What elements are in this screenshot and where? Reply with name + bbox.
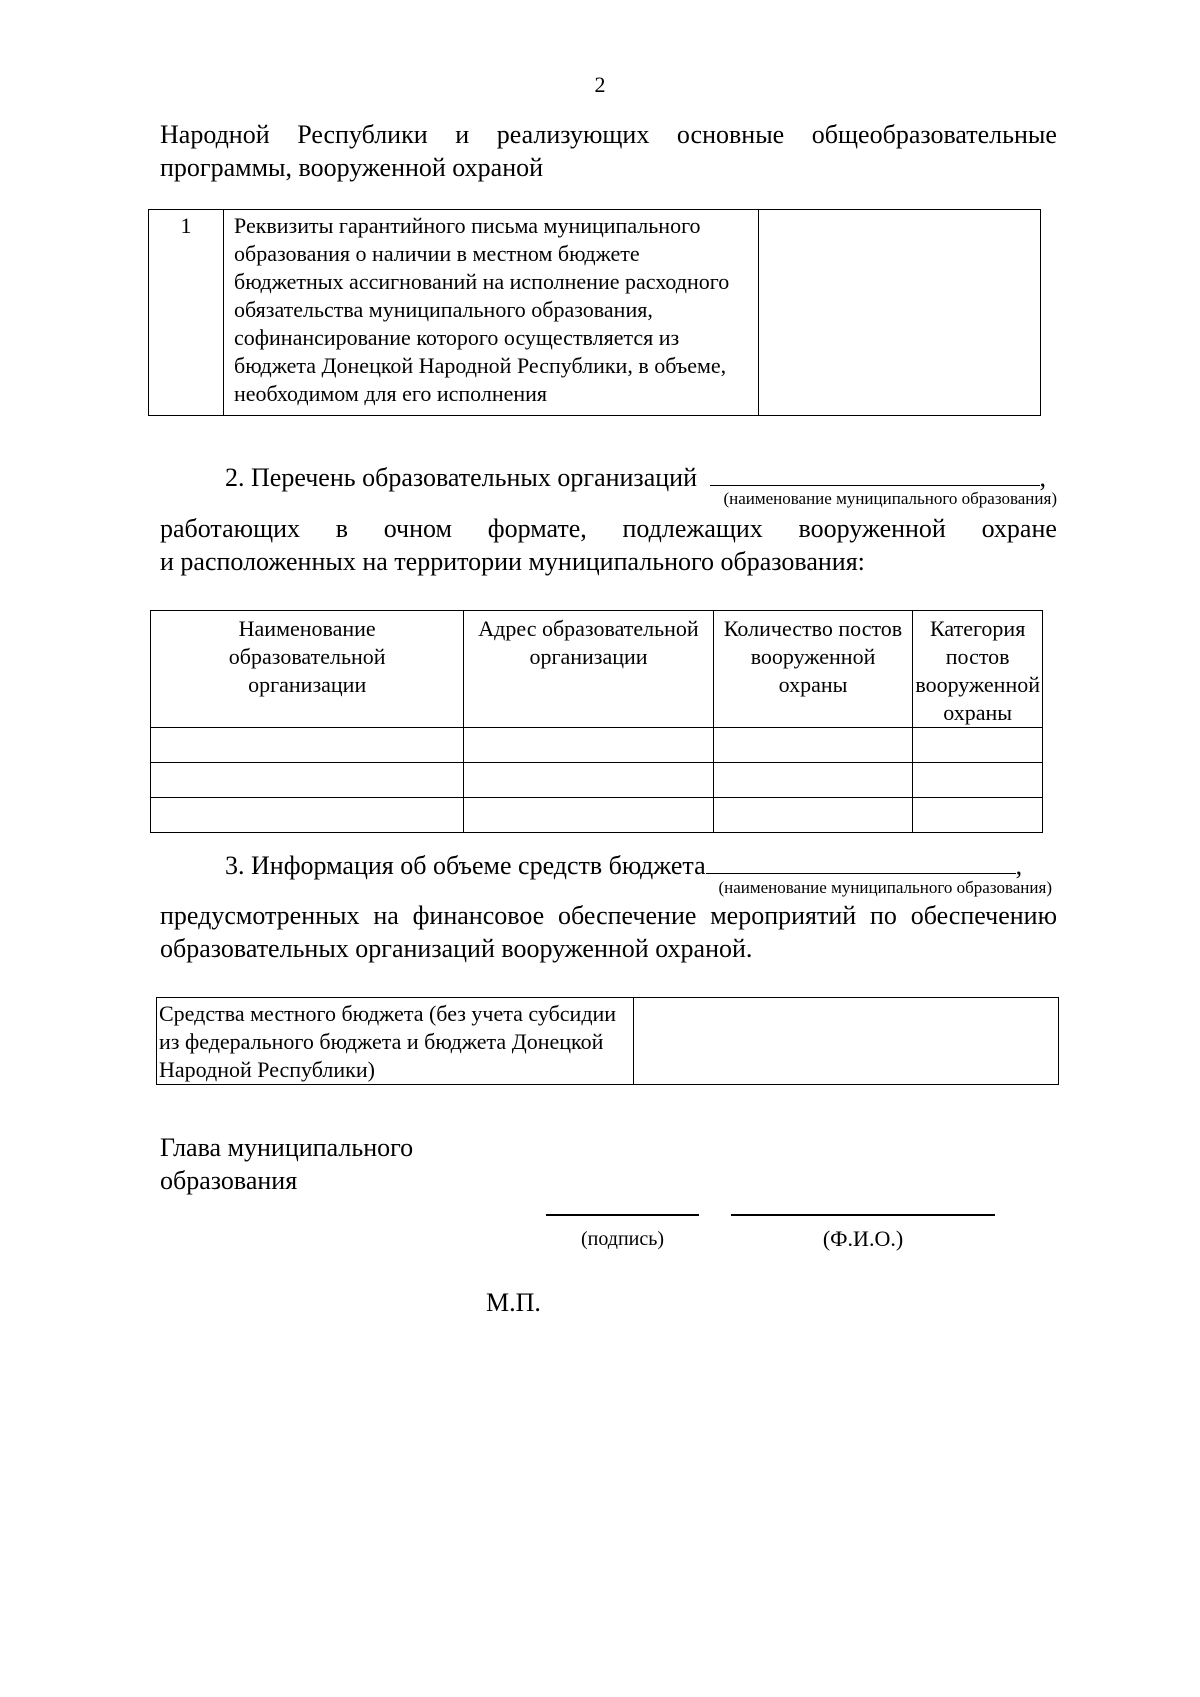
table-row	[149, 210, 1041, 416]
table-cell[interactable]	[913, 728, 1043, 763]
section-3-line-3: образовательных организаций вооруженной охраной.	[160, 934, 753, 963]
word: подлежащих	[622, 514, 763, 543]
local-budget-label-cell	[157, 998, 634, 1085]
word: по	[869, 901, 897, 930]
local-budget-value-cell[interactable]	[634, 998, 1059, 1085]
word: работающих	[160, 514, 301, 543]
table-cell[interactable]	[913, 798, 1043, 833]
requisites-cell	[224, 210, 759, 416]
table-cell[interactable]	[151, 728, 464, 763]
table-cell[interactable]	[151, 798, 464, 833]
word: общеобразовательные	[811, 120, 1057, 149]
table-cell[interactable]	[713, 728, 913, 763]
word: и	[455, 120, 470, 149]
section-3-heading	[225, 847, 1065, 882]
comma: ,	[1015, 851, 1023, 880]
organizations-table	[150, 610, 1043, 833]
word: предусмотренных	[160, 901, 360, 930]
column-header-posts-count: Количество постов вооруженной охраны	[713, 611, 913, 728]
word: реализующих	[496, 120, 650, 149]
table-cell[interactable]	[464, 728, 713, 763]
table-cell[interactable]	[913, 763, 1043, 798]
table-cell[interactable]	[464, 763, 713, 798]
word: очном	[383, 514, 453, 543]
municipality-name-blank[interactable]	[710, 459, 1040, 486]
word: мероприятий	[710, 901, 857, 930]
requisites-text: Реквизиты гарантийного письма муниципального образования о наличии в местном бюджете бюджетных ассигнований на исполнение расходного обязательства муниципального образования, софинансирование которого осуществляется из бюджета Донецкой Народной Республики, в объеме, необходимом для его исполнения	[234, 213, 730, 406]
column-header-address: Адрес образовательной организации	[464, 611, 713, 728]
word: обеспечение	[558, 901, 697, 930]
page-number: 2	[594, 72, 606, 97]
table-row	[151, 798, 1043, 833]
signatory-title	[160, 1131, 413, 1197]
table-row	[151, 763, 1043, 798]
requisites-value-cell[interactable]	[759, 210, 1041, 416]
table-cell[interactable]	[151, 763, 464, 798]
full-name-line[interactable]	[731, 1214, 995, 1216]
word: на	[373, 901, 399, 930]
word: Народной	[160, 120, 270, 149]
word: финансовое	[412, 901, 545, 930]
table-header-row	[151, 611, 1043, 728]
table-cell[interactable]	[713, 798, 913, 833]
column-header-name: Наименование образовательной организации	[151, 611, 464, 728]
section-3-title: 3. Информация об объеме средств бюджета	[225, 851, 706, 880]
table-cell[interactable]	[713, 763, 913, 798]
word: охране	[981, 514, 1057, 543]
signature-line[interactable]	[546, 1214, 699, 1216]
section-3-paragraph	[160, 899, 1057, 965]
word: вооруженной	[798, 514, 946, 543]
local-budget-label: Средства местного бюджета (без учета субсидии из федерального бюджета и бюджета Донецкой Народной Республики)	[159, 1001, 617, 1082]
signature-caption: (подпись)	[580, 1228, 665, 1250]
signatory-title-line-1: Глава муниципального	[160, 1133, 414, 1162]
word: в	[335, 514, 349, 543]
word: формате,	[487, 514, 587, 543]
section-2-paragraph	[160, 512, 1057, 578]
municipality-name-blank[interactable]	[706, 847, 1016, 874]
table-row	[151, 728, 1043, 763]
row-number-cell	[149, 210, 224, 416]
local-budget-table	[156, 997, 1059, 1085]
intro-line-2: программы, вооруженной охраной	[160, 153, 544, 182]
guarantee-letter-table	[148, 209, 1041, 416]
word: обеспечению	[910, 901, 1057, 930]
intro-line-1	[160, 118, 1057, 151]
comma: ,	[1039, 463, 1046, 492]
column-header-posts-category: Категория постов вооруженной охраны	[913, 611, 1043, 728]
row-number: 1	[180, 213, 192, 238]
stamp-place: М.П.	[486, 1288, 541, 1317]
signatory-title-line-2: образования	[160, 1166, 298, 1195]
word: основные	[676, 120, 785, 149]
section-2-caption: (наименование муниципального образования)	[723, 489, 1057, 508]
word: Республики	[297, 120, 428, 149]
table-cell[interactable]	[464, 798, 713, 833]
table-row	[157, 998, 1059, 1085]
section-2-title: 2. Перечень образовательных организаций	[225, 463, 697, 492]
section-3-caption: (наименование муниципального образования)	[718, 878, 1052, 897]
intro-paragraph	[160, 118, 1057, 184]
section-2-line-2	[160, 512, 1057, 545]
section-3-line-2	[160, 899, 1057, 932]
section-2-line-3: и расположенных на территории муниципального образования:	[160, 547, 865, 576]
full-name-caption: (Ф.И.О.)	[822, 1226, 904, 1251]
